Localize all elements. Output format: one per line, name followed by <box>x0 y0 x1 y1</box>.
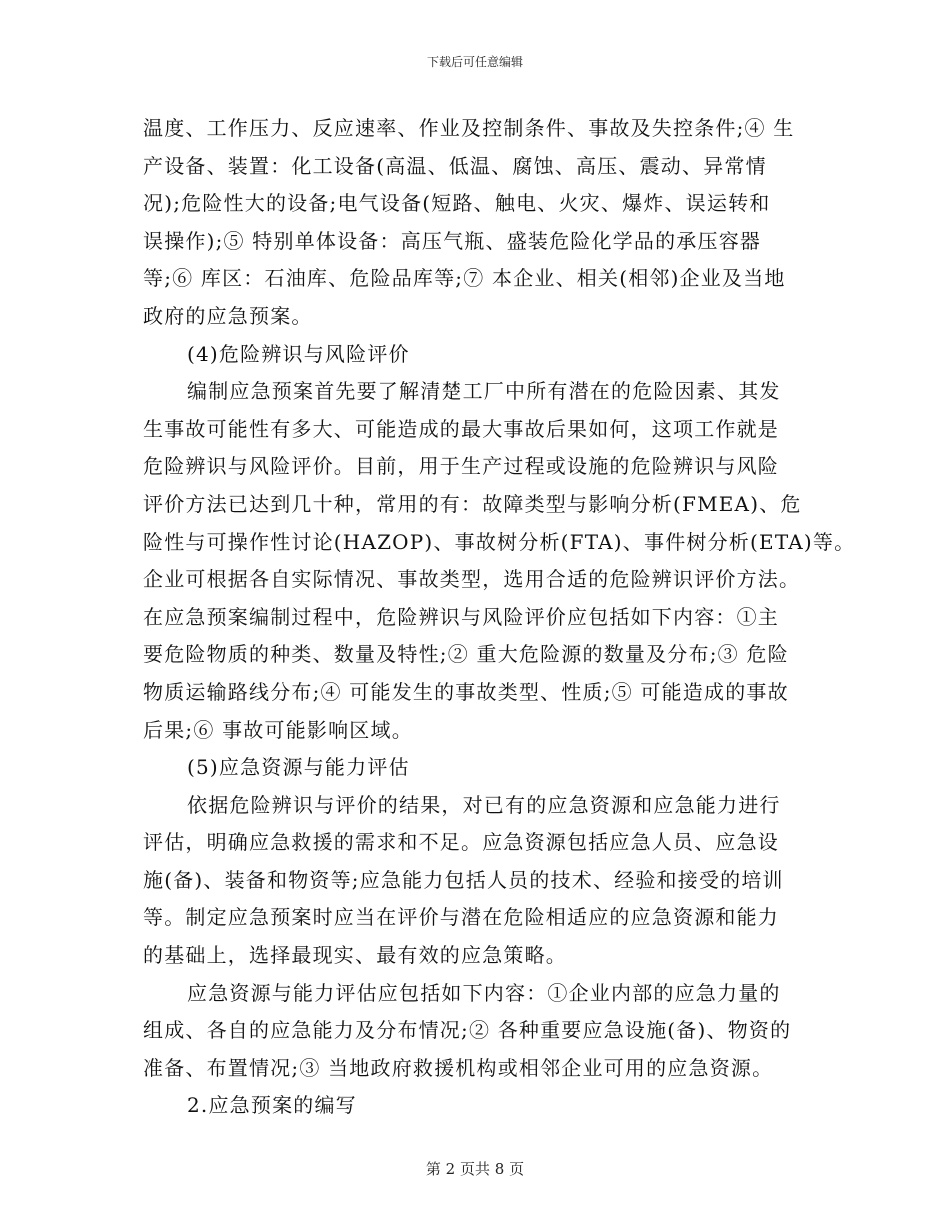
body-line: 况);危险性大的设备;电气设备(短路、触电、火灾、爆炸、误运转和 <box>143 191 771 216</box>
body-line: 生事故可能性有多大、可能造成的最大事故后果如何，这项工作就是 <box>143 416 779 441</box>
body-line: 误操作);⑤ 特别单体设备：高压气瓶、盛装危险化学品的承压容器 <box>143 228 762 253</box>
page-header: 下载后可任意编辑 <box>426 55 523 69</box>
body-line: 的基础上，选择最现实、最有效的应急策略。 <box>143 943 567 968</box>
body-line: 等;⑥ 库区：石油库、危险品库等;⑦ 本企业、相关(相邻)企业及当地 <box>143 266 786 291</box>
body-line: 企业可根据各自实际情况、事故类型，选用合适的危险辨识评价方法。 <box>143 567 801 592</box>
body-line: 产设备、装置：化工设备(高温、低温、腐蚀、高压、震动、异常情 <box>143 153 767 178</box>
body-line: 在应急预案编制过程中，危险辨识与风险评价应包括如下内容：①主 <box>143 604 779 629</box>
document-body <box>143 110 856 1125</box>
body-line: 后果;⑥ 事故可能影响区域。 <box>143 717 413 742</box>
body-line: 施(备)、装备和物资等;应急能力包括人员的技术、经验和接受的培训 <box>143 867 784 892</box>
section-heading-5: (5)应急资源与能力评估 <box>187 755 410 780</box>
body-line: 危险辨识与风险评价。目前，用于生产过程或设施的危险辨识与风险 <box>143 454 779 479</box>
body-line: 组成、各自的应急能力及分布情况;② 各种重要应急设施(备)、物资的 <box>143 1018 792 1043</box>
page-footer: 第 2 页共 8 页 <box>425 1160 525 1178</box>
body-line: 温度、工作压力、反应速率、作业及控制条件、事故及失控条件;④ 生 <box>143 116 795 140</box>
body-line: 物质运输路线分布;④ 可能发生的事故类型、性质;⑤ 可能造成的事故 <box>143 679 789 704</box>
body-line: 险性与可操作性讨论(HAZOP)、事故树分析(FTA)、事件树分析(ETA)等。 <box>143 529 856 554</box>
body-line: 评价方法已达到几十种，常用的有：故障类型与影响分析(FMEA)、危 <box>143 491 802 516</box>
section-heading-4: (4)危险辨识与风险评价 <box>187 341 410 366</box>
section-heading-2: 2.应急预案的编写 <box>187 1093 357 1118</box>
paragraph-first-line: 依据危险辨识与评价的结果，对已有的应急资源和应急能力进行 <box>187 792 781 817</box>
body-line: 等。制定应急预案时应当在评价与潜在危险相适应的应急资源和能力 <box>143 905 779 930</box>
body-line: 评估，明确应急救援的需求和不足。应急资源包括应急人员、应急设 <box>143 830 779 855</box>
body-line: 政府的应急预案。 <box>143 303 313 328</box>
paragraph-first-line: 编制应急预案首先要了解清楚工厂中所有潜在的危险因素、其发 <box>187 379 781 404</box>
body-line: 准备、布置情况;③ 当地政府救援机构或相邻企业可用的应急资源。 <box>143 1055 774 1080</box>
body-line: 要危险物质的种类、数量及特性;② 重大危险源的数量及分布;③ 危险 <box>143 642 789 667</box>
paragraph-first-line: 应急资源与能力评估应包括如下内容：①企业内部的应急力量的 <box>187 980 781 1005</box>
